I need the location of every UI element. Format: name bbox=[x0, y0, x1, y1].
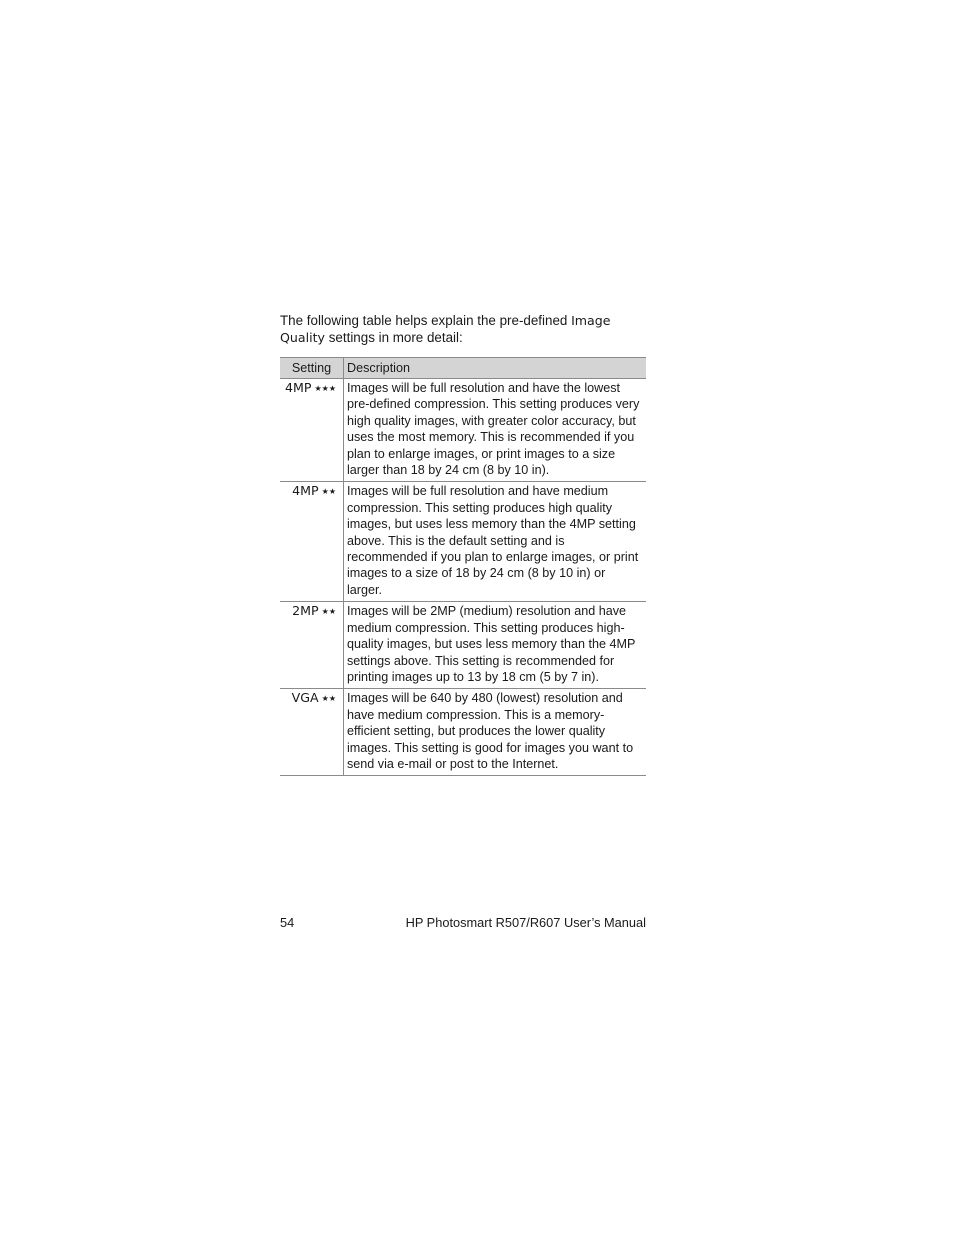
intro-paragraph bbox=[280, 312, 646, 346]
setting-name: VGA bbox=[291, 690, 319, 706]
table-header-row bbox=[280, 358, 646, 379]
setting-name: 4MP bbox=[285, 380, 312, 395]
setting-cell bbox=[280, 379, 344, 482]
intro-text-before: The following table helps explain the pre-defined bbox=[280, 313, 572, 328]
intro-text-after: settings in more detail: bbox=[325, 330, 463, 345]
stars-icon: ★★★ bbox=[314, 384, 336, 393]
manual-title: HP Photosmart R507/R607 User’s Manual bbox=[405, 915, 646, 930]
description-cell: Images will be 2MP (medium) resolution and have medium compression. This setting produces high-quality images, but uses less memory than the 4MP settings above. This setting is recommended for printing images up to 13 by 18 cm (5 by 7 in). bbox=[344, 602, 647, 689]
setting-cell bbox=[280, 689, 344, 776]
table-row bbox=[280, 482, 646, 602]
stars-icon: ★★ bbox=[321, 694, 336, 704]
table-row bbox=[280, 689, 646, 776]
page-number: 54 bbox=[280, 915, 295, 930]
stars-icon: ★★ bbox=[321, 487, 336, 497]
setting-cell bbox=[280, 602, 344, 689]
setting-name: 2MP bbox=[292, 603, 319, 619]
setting-name: 4MP bbox=[292, 483, 319, 499]
description-cell: Images will be 640 by 480 (lowest) resolution and have medium compression. This is a memory-efficient setting, but produces the lower quality images. This setting is good for images you want to send via e-mail or post to the Internet. bbox=[344, 689, 647, 776]
header-description: Description bbox=[344, 358, 647, 379]
image-quality-table bbox=[280, 357, 646, 776]
description-cell: Images will be full resolution and have medium compression. This setting produces high quality images, but uses less memory than the 4MP setting above. This is the default setting and is recommended if you plan to enlarge images, or print images to a size of 18 by 24 cm (8 by 10 in) or larger. bbox=[344, 482, 647, 602]
image-quality-term: Image Quality bbox=[280, 313, 611, 345]
description-cell: Images will be full resolution and have the lowest pre-defined compression. This setting produces very high quality images, with greater color accuracy, but uses the most memory. This is recommended if you plan to enlarge images, or print images to a size larger than 18 by 24 cm (8 by 10 in). bbox=[344, 379, 647, 482]
table-row bbox=[280, 379, 646, 482]
table-row bbox=[280, 602, 646, 689]
header-setting: Setting bbox=[280, 358, 344, 379]
setting-cell bbox=[280, 482, 344, 602]
stars-icon: ★★ bbox=[321, 607, 336, 617]
